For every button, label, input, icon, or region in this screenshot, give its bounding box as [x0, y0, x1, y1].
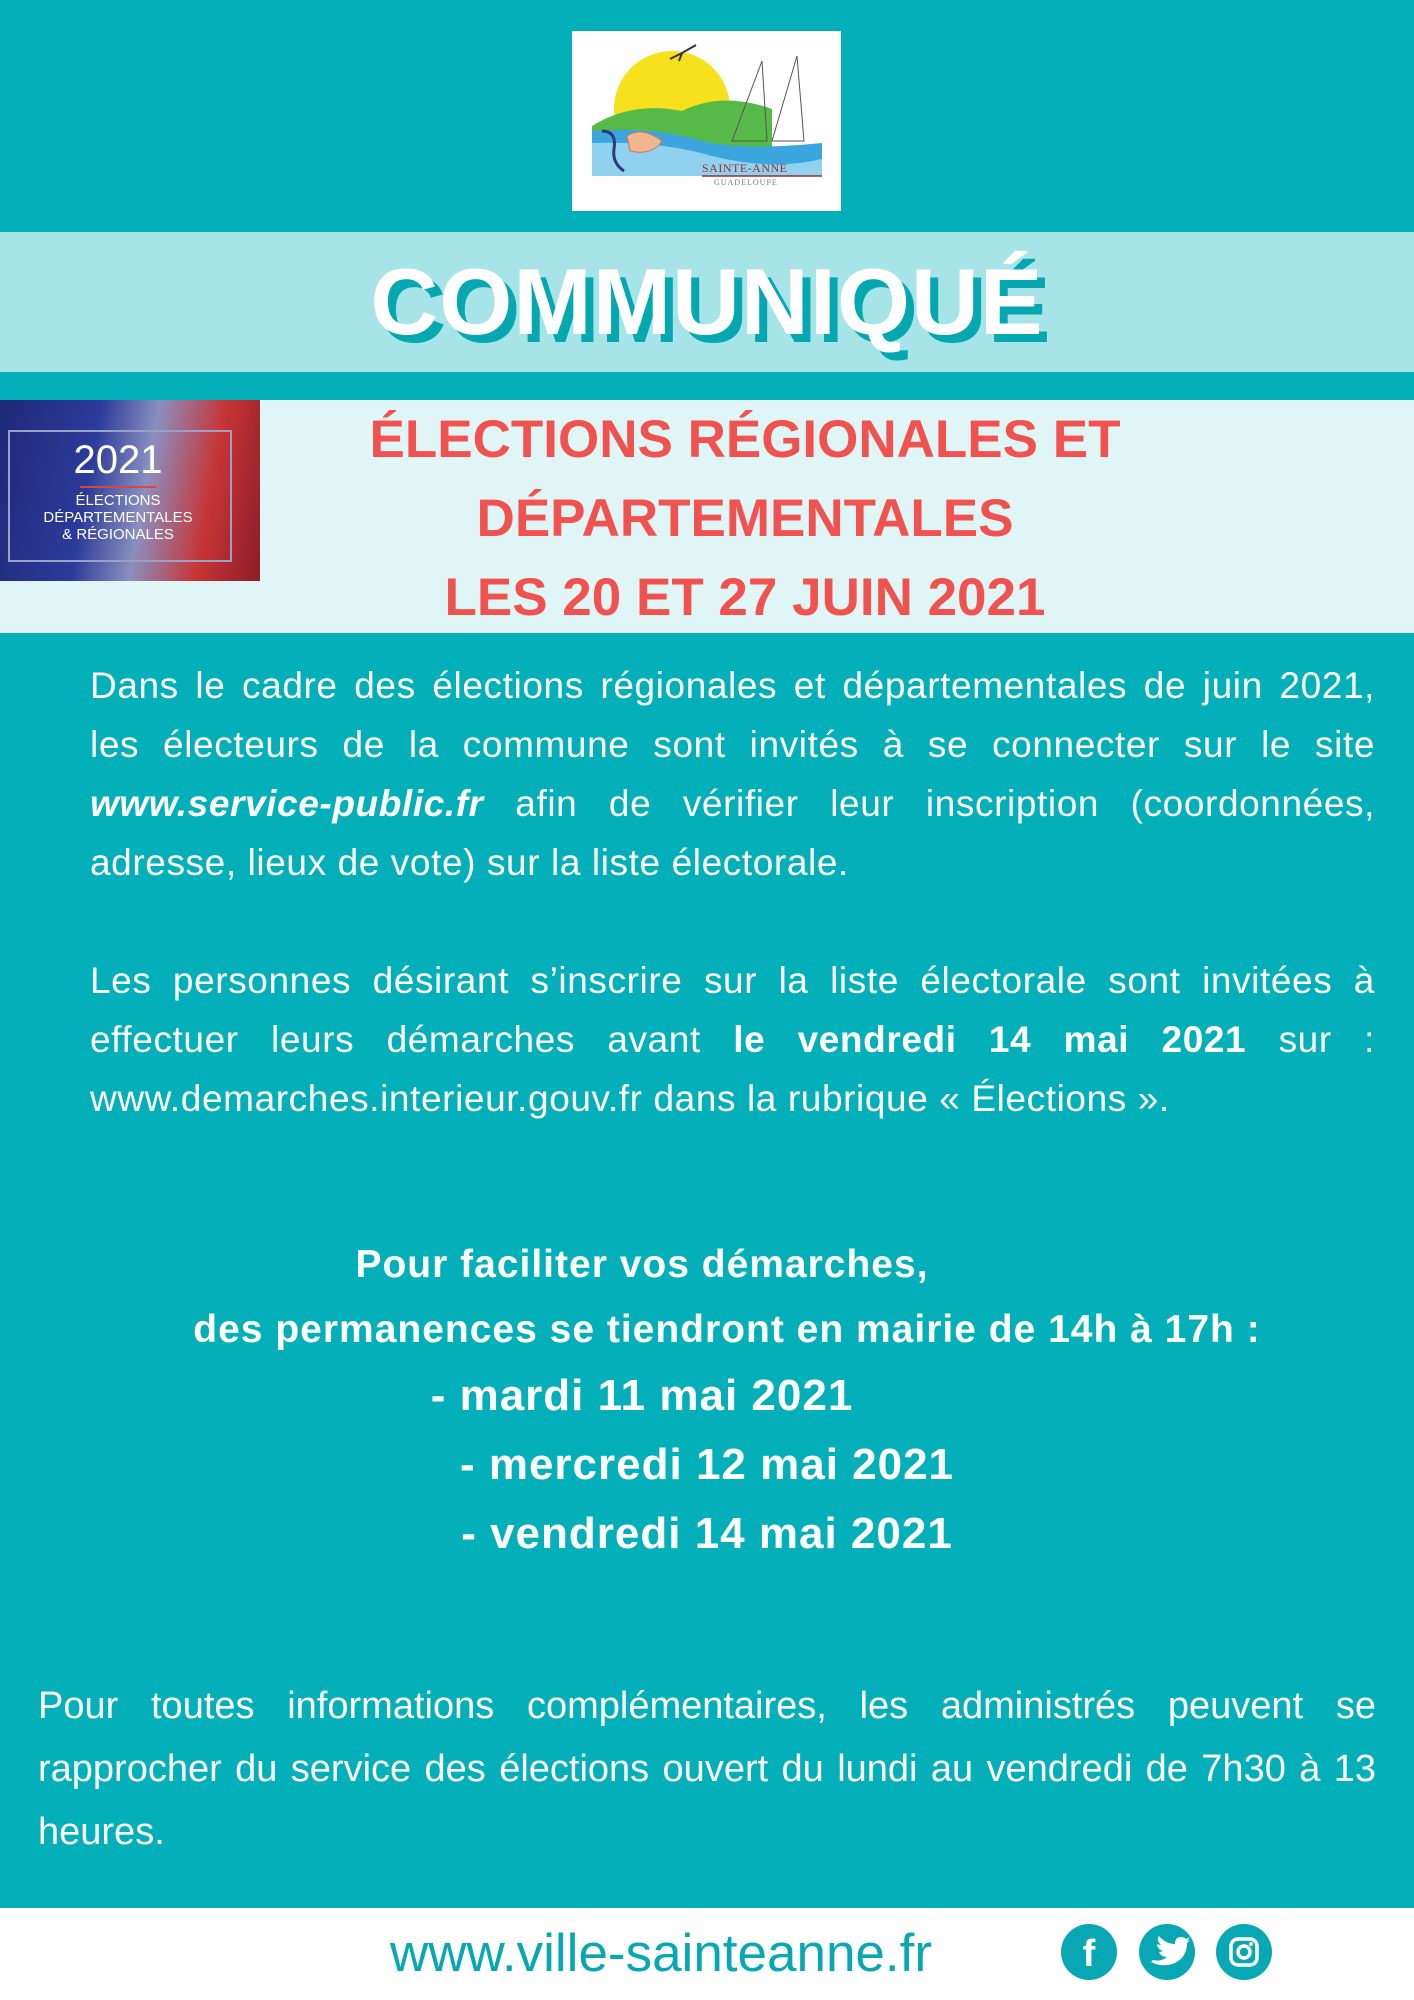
image-divider — [80, 486, 156, 488]
paragraph-info: Pour toutes informations complémentaires, les administrés peuvent se rapprocher du service des élections ouvert du lundi au vendredi de 7h30 à 13 heures. — [38, 1685, 1376, 1853]
permanence-date: - mardi 11 mai 2021 — [430, 1371, 854, 1420]
sainte-anne-logo — [572, 31, 841, 211]
paragraph-registration — [90, 951, 1375, 1128]
instagram-icon[interactable] — [1216, 1924, 1272, 1980]
twitter-icon[interactable] — [1139, 1924, 1195, 1980]
logo-name: SAINTE-ANNE — [702, 161, 788, 175]
permanence-date: - vendredi 14 mai 2021 — [461, 1509, 953, 1558]
elections-title-line3: LES 20 ET 27 JUIN 2021 — [444, 568, 1046, 627]
elections-title-line2: DÉPARTEMENTALES — [476, 489, 1014, 548]
image-caption-line2: DÉPARTEMENTALES — [43, 509, 193, 526]
image-year: 2021 — [73, 438, 163, 482]
paragraph2-after: sur : www.demarches.interieur.gouv.fr dans la rubrique « Élections ». — [90, 1019, 1375, 1119]
paragraph1-after: afin de vérifier leur inscription (coordonnées, adresse, lieux de vote) sur la liste électorale. — [90, 783, 1375, 883]
permanence-date: - mercredi 12 mai 2021 — [459, 1440, 955, 1489]
service-public-link[interactable]: www.service-public.fr — [90, 783, 484, 824]
registration-deadline: le vendredi 14 mai 2021 — [733, 1019, 1247, 1060]
elections-title — [280, 400, 1210, 637]
image-caption-line1: ÉLECTIONS — [75, 492, 161, 509]
logo-illustration — [572, 31, 841, 211]
logo-subtitle: GUADELOUPE — [714, 178, 778, 187]
communique-banner — [0, 232, 1414, 372]
permanences-heading1: Pour faciliter vos démarches, — [355, 1243, 929, 1286]
svg-text:f: f — [1082, 1933, 1096, 1975]
page-title: COMMUNIQUÉ — [370, 249, 1044, 354]
paragraph-verification — [90, 656, 1375, 892]
paragraph1-before: Dans le cadre des élections régionales et départementales de juin 2021, les électeurs de la commune sont invités à se connecter sur le site — [90, 665, 1375, 765]
elections-2021-image — [0, 400, 260, 581]
facebook-icon[interactable] — [1061, 1924, 1117, 1980]
permanences-heading2: des permanences se tiendront en mairie de 14h à 17h : — [193, 1308, 1261, 1351]
website-link[interactable]: www.ville-sainteanne.fr — [390, 1924, 933, 1983]
image-caption — [0, 492, 236, 543]
image-caption-line3: & RÉGIONALES — [62, 526, 174, 543]
footer — [0, 1908, 1414, 2000]
paragraph2-before: Les personnes désirant s’inscrire sur la liste électorale sont invitées à effectuer leurs démarches avant — [90, 960, 1375, 1060]
elections-title-line1: ÉLECTIONS RÉGIONALES ET — [369, 410, 1121, 469]
